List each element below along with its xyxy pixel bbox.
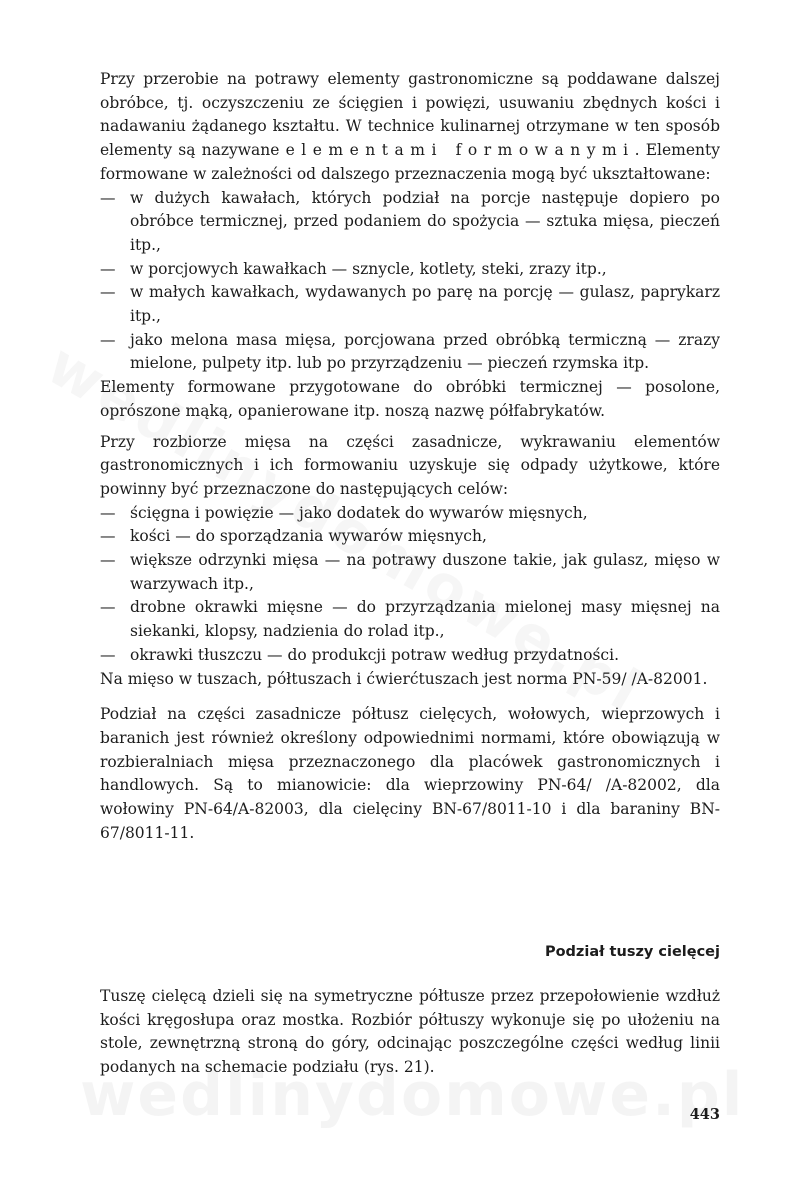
list-formed-elements — [100, 187, 720, 377]
dash-mark: — — [100, 259, 116, 278]
list-item — [100, 281, 720, 328]
dash-mark: — — [100, 598, 116, 617]
list-item — [100, 502, 720, 526]
list-waste-uses — [100, 502, 720, 668]
dash-mark: — — [100, 188, 116, 207]
dash-mark: — — [100, 527, 116, 546]
list-item-text: większe odrzynki mięsa — na potrawy duszone takie, jak gulasz, mięso w warzywach itp., — [130, 551, 720, 593]
main-text-block — [100, 68, 720, 846]
list-item-text: drobne okrawki mięsne — do przyrządzania mielonej masy mięsnej na siekanki, klopsy, nadzienia do rolad itp., — [130, 598, 720, 641]
list-item — [100, 258, 720, 282]
list-item-text: w małych kawałkach, wydawanych po parę na porcję — gulasz, paprykarz itp., — [130, 283, 720, 326]
list-item-text: okrawki tłuszczu — do produkcji potraw według przydatności. — [130, 645, 619, 664]
paragraph-semi-products: Elementy formowane przygotowane do obróbki termicznej — posolone, oprószone mąką, opanierowane itp. noszą nazwę półfabrykatów. — [100, 378, 720, 420]
paragraph-intro-part1: Przy przerobie na potrawy elementy gastronomiczne są poddawane dalszej obróbce, tj. oczyszczeniu ze ścięgien i powięzi, usuwaniu zbędnych kości i nadawaniu żądanego kształtu. W technice kulinarnej otrzymane w ten sposób elementy są nazywane — [100, 70, 720, 160]
list-item — [100, 596, 720, 643]
paragraph-norm: Na mięso w tuszach, półtuszach i ćwierćtuszach jest norma PN-59/ /A-82001. — [100, 669, 708, 688]
list-item — [100, 644, 720, 668]
paragraph-intro — [100, 68, 720, 187]
list-item — [100, 525, 720, 549]
section-heading: Podział tuszy cielęcej — [544, 944, 720, 960]
dash-mark: — — [100, 503, 116, 522]
list-item-text: jako melona masa mięsa, porcjowana przed obróbką termiczną — zrazy mielone, pulpety itp. lub po przyrządzeniu — pieczeń rzymska itp. — [130, 330, 720, 373]
emphasized-term: elementami formowanymi — [285, 141, 635, 160]
page-number: 443 — [689, 1106, 720, 1123]
list-item-text: w porcjowych kawałkach — sznycle, kotlety, steki, zrazy itp., — [130, 259, 607, 278]
list-item — [100, 329, 720, 376]
list-item — [100, 549, 720, 596]
dash-mark: — — [100, 645, 116, 664]
dash-mark: — — [100, 330, 116, 349]
paragraph-waste: Przy rozbiorze mięsa na części zasadnicze, wykrawaniu elementów gastronomicznych i ich formowaniu uzyskuje się odpady użytkowe, które powinny być przeznaczone do następujących celów: — [100, 432, 720, 498]
paragraph-standards: Podział na części zasadnicze półtusz cielęcych, wołowych, wieprzowych i baranich jest również określony odpowiednimi normami, które obowiązują w rozbieralniach mięsa przeznaczonego dla placówek gastronomicznych i handlowych. Są to mianowicie: dla wieprzowiny PN-64/ /A-82002, dla wołowiny PN-64/A-82003, dla cielęciny BN-67/8011-10 i dla baraniny BN-67/8011-11. — [100, 705, 720, 842]
paragraph-intro-part2: . Elementy formowane w zależności od dalszego przeznaczenia mogą być ukształtowane: — [100, 141, 720, 183]
list-item-text: w dużych kawałach, których podział na porcje następuje dopiero po obróbce termicznej, przed podaniem do spożycia — sztuka mięsa, pieczeń itp., — [130, 188, 720, 254]
dash-mark: — — [100, 551, 116, 570]
dash-mark: — — [100, 283, 116, 302]
list-item-text: ścięgna i powięzie — jako dodatek do wywarów mięsnych, — [130, 503, 588, 522]
paragraph-veal-division: Tuszę cielęcą dzieli się na symetryczne półtusze przez przepołowienie wzdłuż kości kręgosłupa oraz mostka. Rozbiór półtuszy wykonuje się po ułożeniu na stole, zewnętrzną stroną do góry, odcinając poszczególne części według linii podanych na schemacie podziału (rys. 21). — [100, 987, 720, 1077]
list-item-text: kości — do sporządzania wywarów mięsnych, — [130, 527, 487, 546]
list-item — [100, 187, 720, 258]
